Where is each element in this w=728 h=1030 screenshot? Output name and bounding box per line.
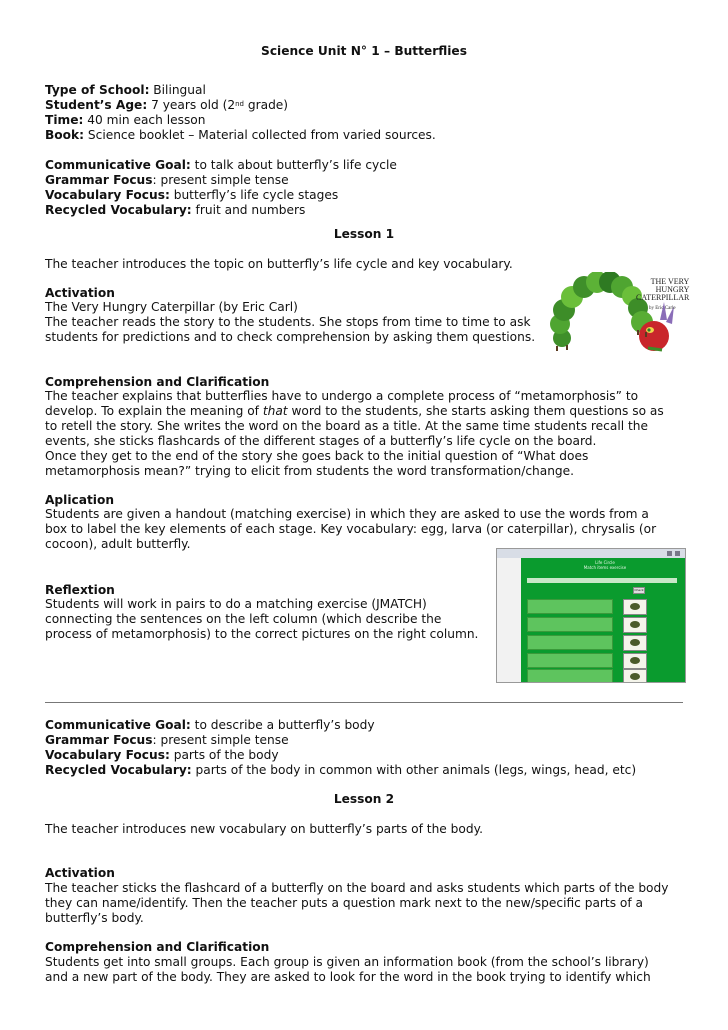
exercise-sentence-row [527, 653, 613, 668]
close-icon [675, 551, 680, 556]
recycled-vocabulary-value: fruit and numbers [191, 203, 306, 217]
book-title-line: THE VERY [650, 277, 690, 286]
lesson1-comprehension-heading: Comprehension and Clarification [45, 375, 270, 389]
lesson2-recycled-vocabulary [45, 763, 636, 778]
vocabulary-focus-value: parts of the body [169, 748, 279, 762]
lesson1-communicative-goal [45, 158, 397, 173]
text-line: metamorphosis mean?” trying to elicit from students the word transformation/change. [45, 464, 575, 478]
lesson1-intro: The teacher introduces the topic on butterfly’s life cycle and key vocabulary. [45, 257, 513, 271]
grammar-focus-label: Grammar Focus [45, 173, 153, 187]
vocabulary-focus-label: Vocabulary Focus: [45, 188, 170, 202]
lesson1-application-text [45, 507, 685, 552]
lesson1-grammar-focus [45, 173, 289, 188]
lesson2-heading: Lesson 2 [333, 792, 395, 806]
exercise-heading [527, 560, 683, 570]
exercise-sentence-row [527, 669, 613, 683]
text-segment: word to the students, she starts asking them questions so as [287, 404, 664, 418]
book-line [45, 128, 436, 143]
communicative-goal-label: Communicative Goal: [45, 158, 191, 172]
lesson2-grammar-focus [45, 733, 289, 748]
lesson2-activation-heading: Activation [45, 866, 115, 880]
italic-word: that [262, 404, 288, 418]
vocabulary-focus-value: butterfly’s life cycle stages [169, 188, 339, 202]
text-line: Students are given a handout (matching exercise) in which they are asked to use the words from a [45, 507, 649, 521]
text-line: The teacher reads the story to the students. She stops from time to time to ask [45, 315, 531, 329]
lesson2-comprehension-text [45, 955, 685, 985]
student-age-value: 7 years old (2 [147, 98, 236, 112]
text-line: process of metamorphosis) to the correct pictures on the right column. [45, 627, 479, 641]
text-line: they can name/identify. Then the teacher puts a question mark next to the new/specific parts of a [45, 896, 644, 910]
text-line: Students will work in pairs to do a matching exercise (JMATCH) [45, 597, 427, 611]
text-line [45, 404, 685, 419]
exercise-title: Life Circle [595, 560, 615, 565]
lesson2-intro: The teacher introduces new vocabulary on butterfly’s parts of the body. [45, 822, 483, 836]
book-title-line: CATERPILLAR [636, 293, 690, 302]
document-title: Science Unit N° 1 – Butterflies [261, 44, 467, 58]
recycled-vocabulary-label: Recycled Vocabulary: [45, 763, 192, 777]
text-line: The teacher explains that butterflies have to undergo a complete process of “metamorphosis” to [45, 389, 639, 403]
lesson2-vocabulary-focus [45, 748, 279, 763]
minimize-icon [667, 551, 672, 556]
text-line: The teacher sticks the flashcard of a butterfly on the board and asks students which parts of the body [45, 881, 669, 895]
lesson2-comprehension-heading: Comprehension and Clarification [45, 940, 270, 954]
exercise-instructions [527, 578, 677, 583]
book-cover-title [636, 278, 689, 302]
text-line: Students get into small groups. Each group is given an information book (from the school’s library) [45, 955, 649, 969]
text-line: and a new part of the body. They are asked to look for the word in the book trying to identify which [45, 970, 651, 984]
lesson1-heading: Lesson 1 [333, 227, 395, 241]
book-value: Science booklet – Material collected from varied sources. [84, 128, 436, 142]
exercise-picture [623, 669, 647, 683]
lesson1-application-heading: Aplication [45, 493, 115, 507]
exercise-picture [623, 653, 647, 669]
book-title-line: HUNGRY [655, 285, 690, 294]
grammar-focus-value: : present simple tense [152, 733, 289, 747]
grammar-focus-value: : present simple tense [152, 173, 289, 187]
book-cover-author: by Eric Carle [649, 306, 676, 311]
text-line: students for predictions and to check comprehension by asking them questions. [45, 330, 536, 344]
school-type-value: Bilingual [149, 83, 206, 97]
student-age-grade: grade) [243, 98, 289, 112]
text-line: butterfly’s body. [45, 911, 144, 925]
lesson2-activation-text [45, 881, 685, 926]
student-age-label: Student’s Age: [45, 98, 148, 112]
lesson1-vocabulary-focus [45, 188, 338, 203]
lesson1-reflexion-heading: Reflextion [45, 583, 115, 597]
time-line [45, 113, 206, 128]
book-label: Book: [45, 128, 85, 142]
text-line: to retell the story. She writes the word on the board as a title. At the same time students recall the [45, 419, 648, 433]
recycled-vocabulary-value: parts of the body in common with other animals (legs, wings, head, etc) [191, 763, 637, 777]
exercise-subtitle: Match items exercise [583, 565, 627, 570]
text-line: connecting the sentences on the left column (which describe the [45, 612, 442, 626]
text-line: The Very Hungry Caterpillar (by Eric Carl) [45, 300, 298, 314]
grammar-focus-label: Grammar Focus [45, 733, 153, 747]
lesson1-recycled-vocabulary [45, 203, 305, 218]
recycled-vocabulary-label: Recycled Vocabulary: [45, 203, 192, 217]
school-type-label: Type of School: [45, 83, 150, 97]
lesson2-communicative-goal [45, 718, 375, 733]
check-button: Check [634, 588, 644, 592]
communicative-goal-value: to describe a butterfly’s body [190, 718, 375, 732]
lesson1-reflexion-text [45, 597, 685, 642]
school-type-line [45, 83, 206, 98]
communicative-goal-label: Communicative Goal: [45, 718, 191, 732]
grade-superscript: nd [235, 100, 244, 108]
text-line: events, she sticks flashcards of the different stages of a butterfly’s life cycle on the board. [45, 434, 597, 448]
communicative-goal-value: to talk about butterfly’s life cycle [190, 158, 397, 172]
lesson1-comprehension-text [45, 389, 685, 479]
vocabulary-focus-label: Vocabulary Focus: [45, 748, 170, 762]
text-line: Once they get to the end of the story she goes back to the initial question of “What does [45, 449, 589, 463]
time-value: 40 min each lesson [83, 113, 206, 127]
student-age-line [45, 98, 288, 113]
section-divider [45, 702, 683, 703]
text-line: box to label the key elements of each stage. Key vocabulary: egg, larva (or caterpillar), chrysalis (or [45, 522, 657, 536]
lesson1-activation-heading: Activation [45, 286, 115, 300]
text-segment: develop. To explain the meaning of [45, 404, 263, 418]
time-label: Time: [45, 113, 84, 127]
text-line: cocoon), adult butterfly. [45, 537, 191, 551]
